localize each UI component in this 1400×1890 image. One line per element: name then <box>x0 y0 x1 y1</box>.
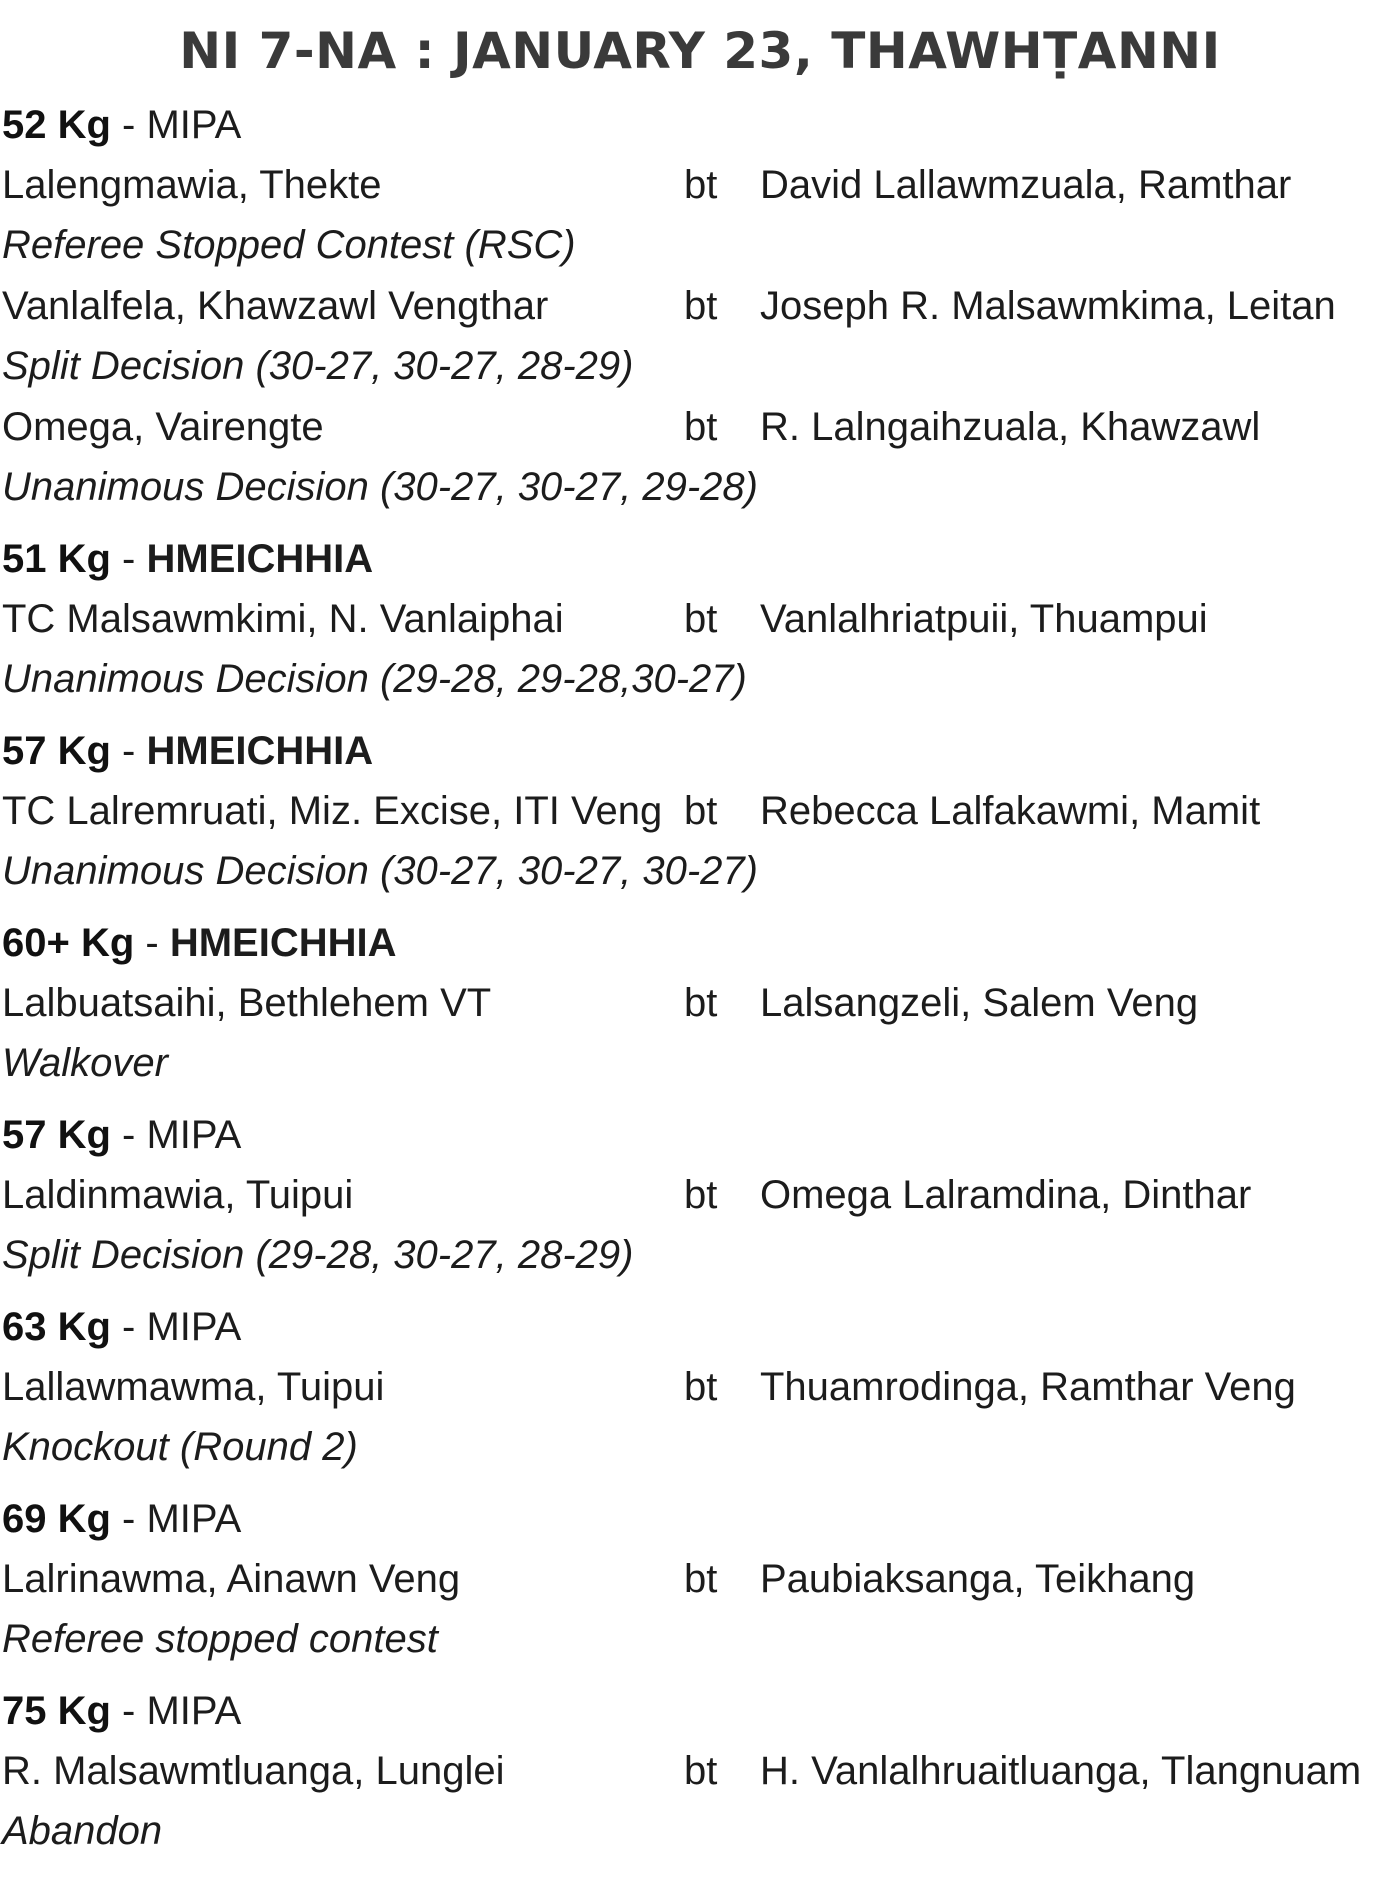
category-heading <box>2 722 1398 781</box>
weight-class: 52 Kg <box>2 103 111 147</box>
heading-separator: - <box>110 537 147 581</box>
bout-row <box>2 1357 1398 1417</box>
beat-label: bt <box>684 1365 718 1409</box>
category-spacer <box>2 902 1398 914</box>
category-spacer <box>2 518 1398 530</box>
winner-name: R. Malsawmtluanga, Lunglei <box>2 1749 505 1793</box>
heading-separator: - <box>110 729 147 773</box>
category-spacer <box>2 1094 1398 1106</box>
heading-separator: - <box>110 103 147 147</box>
winner-name: Lallawmawma, Tuipui <box>2 1365 385 1409</box>
category-spacer <box>2 1286 1398 1298</box>
division-type: MIPA <box>146 1497 242 1541</box>
beat-label: bt <box>684 1173 718 1217</box>
division-type: HMEICHHIA <box>169 921 397 965</box>
loser-name: David Lallawmzuala, Ramthar <box>760 163 1292 207</box>
loser-name: Vanlalhriatpuii, Thuampui <box>760 597 1208 641</box>
heading-separator: - <box>110 1305 147 1349</box>
category-spacer <box>2 1670 1398 1682</box>
weight-class: 60+ Kg <box>2 921 135 965</box>
heading-separator: - <box>110 1689 147 1733</box>
bout-row <box>2 781 1398 841</box>
weight-category <box>2 1682 1398 1862</box>
loser-name: Rebecca Lalfakawmi, Mamit <box>760 789 1261 833</box>
winner-name: Lalengmawia, Thekte <box>2 163 382 207</box>
results-list <box>2 96 1398 1862</box>
loser-name: R. Lalngaihzuala, Khawzawl <box>760 405 1261 449</box>
weight-class: 57 Kg <box>2 729 111 773</box>
category-heading <box>2 1298 1398 1357</box>
division-type: MIPA <box>146 103 242 147</box>
weight-class: 69 Kg <box>2 1497 111 1541</box>
weight-category <box>2 530 1398 710</box>
heading-separator: - <box>134 921 170 965</box>
weight-category <box>2 96 1398 518</box>
winner-name: Vanlalfela, Khawzawl Vengthar <box>2 284 549 328</box>
weight-category <box>2 1298 1398 1478</box>
winner-name: TC Lalremruati, Miz. Excise, ITI Veng <box>2 789 663 833</box>
beat-label: bt <box>684 163 718 207</box>
winner-name: TC Malsawmkimi, N. Vanlaiphai <box>2 597 564 641</box>
loser-name: Paubiaksanga, Teikhang <box>760 1557 1196 1601</box>
beat-label: bt <box>684 789 718 833</box>
weight-category <box>2 1490 1398 1670</box>
division-type: MIPA <box>146 1305 242 1349</box>
heading-separator: - <box>110 1497 147 1541</box>
category-heading <box>2 530 1398 589</box>
page-title: NI 7-NA : JANUARY 23, THAWHṬANNI <box>179 22 1221 80</box>
winner-name: Lalrinawma, Ainawn Veng <box>2 1557 461 1601</box>
category-heading <box>2 1682 1398 1741</box>
loser-name: Thuamrodinga, Ramthar Veng <box>760 1365 1296 1409</box>
beat-label: bt <box>684 597 718 641</box>
weight-class: 57 Kg <box>2 1113 111 1157</box>
loser-name: Lalsangzeli, Salem Veng <box>760 981 1199 1025</box>
weight-class: 63 Kg <box>2 1305 111 1349</box>
winner-name: Laldinmawia, Tuipui <box>2 1173 354 1217</box>
loser-name: H. Vanlalhruaitluanga, Tlangnuam <box>760 1749 1362 1793</box>
category-heading <box>2 914 1398 973</box>
beat-label: bt <box>684 1557 718 1601</box>
beat-label: bt <box>684 1749 718 1793</box>
bout-result: Unanimous Decision (30-27, 30-27, 30-27) <box>2 849 758 893</box>
bout-result: Split Decision (29-28, 30-27, 28-29) <box>2 1233 634 1277</box>
winner-name: Omega, Vairengte <box>2 405 324 449</box>
bout-result: Knockout (Round 2) <box>2 1425 358 1469</box>
bout-result: Abandon <box>2 1809 163 1853</box>
bout-result: Referee Stopped Contest (RSC) <box>2 223 576 267</box>
beat-label: bt <box>684 284 718 328</box>
bout-row <box>2 397 1398 457</box>
bout-row <box>2 1165 1398 1225</box>
division-type: MIPA <box>146 1689 242 1733</box>
bout-row <box>2 973 1398 1033</box>
bout-result: Unanimous Decision (30-27, 30-27, 29-28) <box>2 465 758 509</box>
category-heading <box>2 1106 1398 1165</box>
weight-category <box>2 1106 1398 1286</box>
category-heading <box>2 96 1398 155</box>
heading-separator: - <box>110 1113 147 1157</box>
bout-result: Unanimous Decision (29-28, 29-28,30-27) <box>2 657 747 701</box>
weight-class: 51 Kg <box>2 537 111 581</box>
weight-category <box>2 722 1398 902</box>
bout-result: Walkover <box>2 1041 168 1085</box>
bout-result: Referee stopped contest <box>2 1617 438 1661</box>
winner-name: Lalbuatsaihi, Bethlehem VT <box>2 981 492 1025</box>
division-type: HMEICHHIA <box>146 729 374 773</box>
weight-category <box>2 914 1398 1094</box>
bout-row <box>2 1741 1398 1801</box>
bout-row <box>2 589 1398 649</box>
division-type: MIPA <box>146 1113 242 1157</box>
loser-name: Joseph R. Malsawmkima, Leitan <box>760 284 1336 328</box>
beat-label: bt <box>684 405 718 449</box>
division-type: HMEICHHIA <box>146 537 374 581</box>
category-heading <box>2 1490 1398 1549</box>
bout-result: Split Decision (30-27, 30-27, 28-29) <box>2 344 634 388</box>
beat-label: bt <box>684 981 718 1025</box>
category-spacer <box>2 1478 1398 1490</box>
bout-row <box>2 1549 1398 1609</box>
weight-class: 75 Kg <box>2 1689 111 1733</box>
bout-row <box>2 155 1398 215</box>
loser-name: Omega Lalramdina, Dinthar <box>760 1173 1252 1217</box>
bout-row <box>2 276 1398 336</box>
category-spacer <box>2 710 1398 722</box>
